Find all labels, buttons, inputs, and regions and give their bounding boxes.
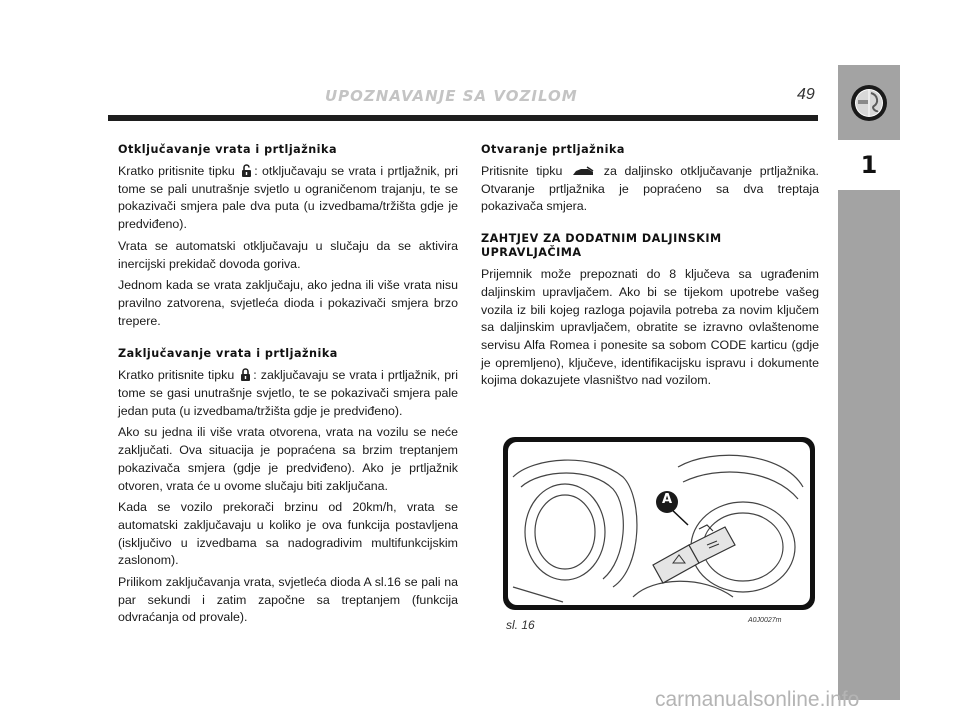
- figure-label-a: A: [661, 492, 673, 507]
- right-column: [481, 142, 819, 394]
- figure-caption: sl. 16: [506, 618, 535, 632]
- watermark: carmanualsonline.info: [655, 688, 860, 711]
- paragraph: [118, 367, 458, 420]
- paragraph: Prijemnik može prepoznati do 8 ključeva sa ugrađenim daljinskim upravljačem. Ako bi se tijekom upotrebe vašeg vozila iz bili kojeg razloga pojavila potreba za novim ključem sa daljinskim upravljačem, obratite se izravno ovlaštenome servisu Alfa Romea i ponesite sa sobom CODE karticu (gdje je opremljeno), ključeve, identifikacijsku ispravu i dokumente kojima dokazujete vlasništvo nad vozilom.: [481, 267, 819, 388]
- paragraph: Vrata se automatski otključavaju u slučaju da se aktivira inercijski prekidač dovoda goriva.: [118, 238, 458, 271]
- heading-lock-doors: Zaključavanje vrata i prtljažnika: [118, 347, 338, 361]
- paragraph-text: za daljinsko otključavanje prtljažnika. Otvaranje prtljažnika je popraćeno sa dva treptaja pokazivača smjera.: [481, 164, 819, 214]
- unlock-padlock-icon: [241, 164, 252, 177]
- heading-line: ZAHTJEV ZA DODATNIM DALJINSKIM: [481, 232, 722, 246]
- page-number: 49: [797, 86, 815, 103]
- trunk-release-icon: [572, 166, 594, 177]
- heading-unlock-doors: Otključavanje vrata i prtljažnika: [118, 143, 338, 156]
- paragraph: Kada se vozilo prekorači brzinu od 20km/h, vrata se automatski zaključavaju u koliko je ova funkcija postavljena (isključivo u izvedbama sa nadogradivim multifunkcijskim zaslonom).: [118, 500, 458, 568]
- heading-open-trunk: Otvaranje prtljažnika: [481, 143, 625, 156]
- paragraph: [118, 163, 458, 234]
- paragraph-text: : zaključavaju se vrata i prtljažnik, pri tome se gasi unutrašnje svjetlo, te se pokazivači smjera pale jedan puta (u izvedbama/tržišta gdje je predviđeno).: [118, 368, 458, 418]
- chapter-number: 1: [860, 151, 878, 179]
- chapter-box: [838, 140, 900, 190]
- section-title: UPOZNAVANJE SA VOZILOM: [325, 87, 578, 105]
- header-rule: [108, 115, 818, 121]
- dashboard-illustration: [503, 437, 815, 610]
- heading-line: UPRAVLJAČIMA: [481, 246, 582, 260]
- paragraph: Ako su jedna ili više vrata otvorena, vrata na vozilu se neće zaključati. Ova situacija je popraćena sa brzim treptanjem pokazivača smjera (gdje je predviđeno). Ako je prtljažnik otvoren, vrata će u ovome slučaju biti zaključana.: [118, 425, 458, 493]
- paragraph-text: : otključavaju se vrata i prtljažnik, pri tome se pali unutrašnje svjetlo u ograničenom trajanju, te se pokazivači smjera pale dva puta (u izvedbama/tržišta gdje je predviđeno).: [118, 164, 458, 232]
- paragraph-text: Kratko pritisnite tipku: [118, 164, 235, 178]
- lock-padlock-icon: [240, 368, 251, 381]
- paragraph-text: Pritisnite tipku: [481, 164, 563, 178]
- paragraph: [481, 163, 819, 216]
- figure-code: A0J0027m: [748, 617, 782, 624]
- paragraph-text: Kratko pritisnite tipku: [118, 368, 235, 383]
- paragraph: Prilikom zaključavanja vrata, svjetleća dioda A sl.16 se pali na par sekundi i zatim započne sa treptanjem (funkcija odvraćanja od provale).: [118, 575, 458, 625]
- paragraph: Jednom kada se vrata zaključaju, ako jedna ili više vrata nisu pravilno zatvorena, svjetleća dioda i pokazivači smjera brzo trepere.: [118, 278, 458, 328]
- left-column: [118, 142, 458, 631]
- heading-additional-remotes: [481, 232, 819, 260]
- figure-dashboard-buttons: [503, 437, 815, 610]
- alfa-romeo-logo-icon: [850, 84, 888, 122]
